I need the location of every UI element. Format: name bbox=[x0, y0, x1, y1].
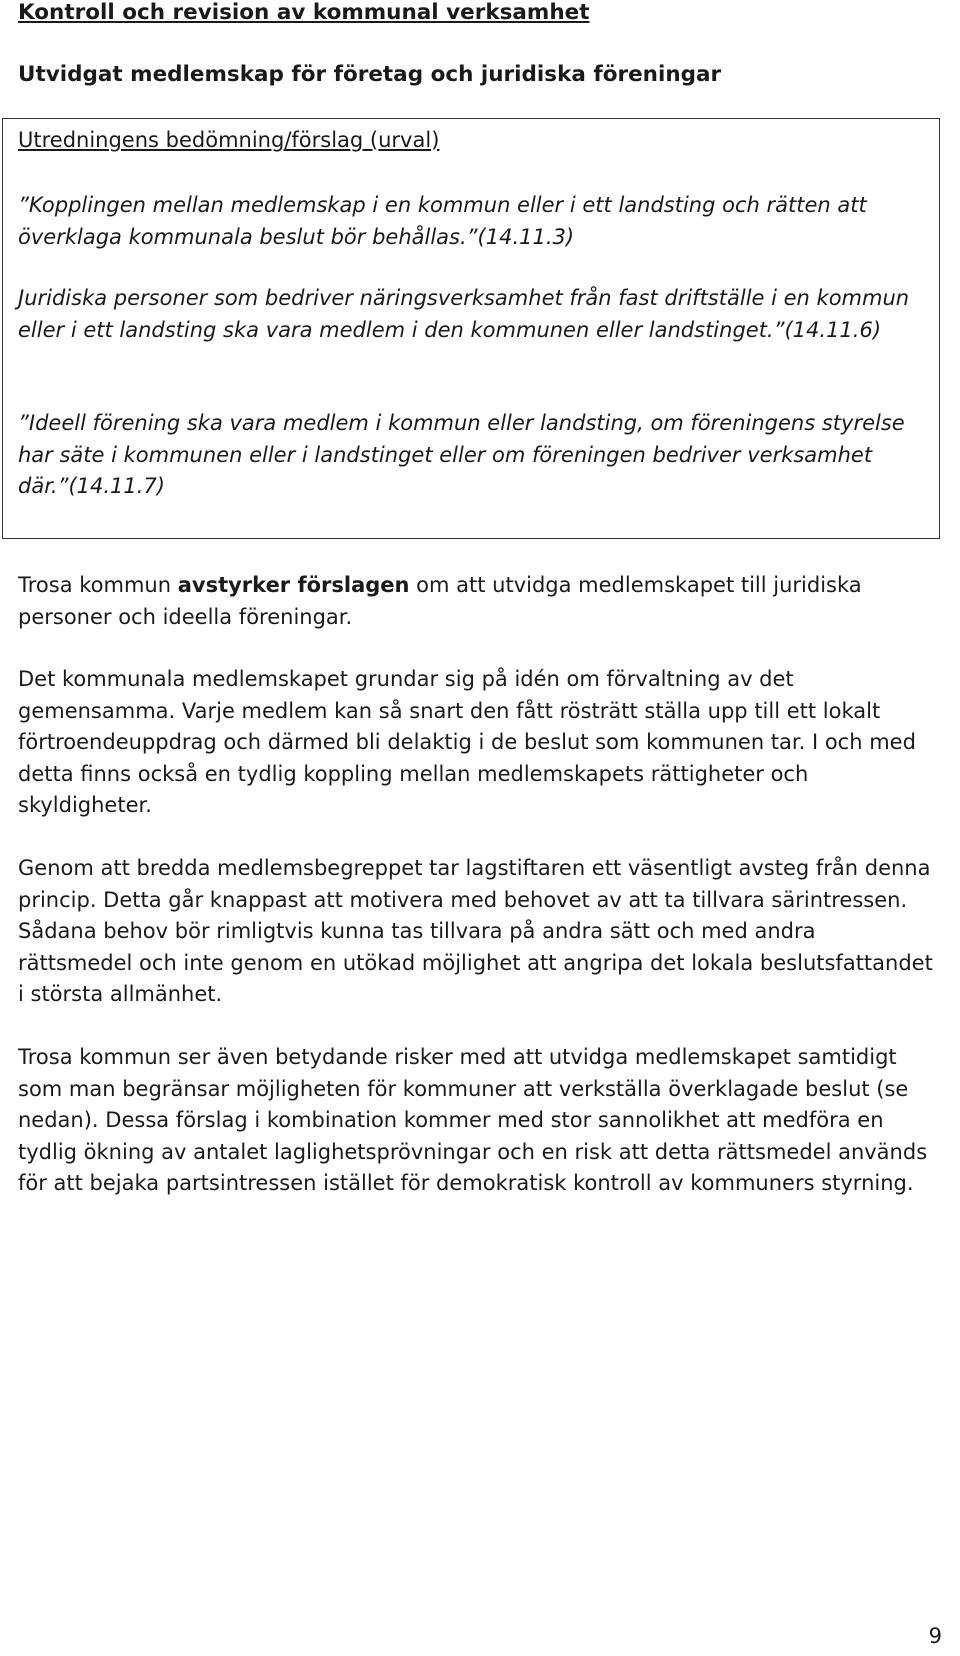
proposal-quote-3: ”Ideell förening ska vara medlem i kommun eller landsting, om föreningens styrelse har säte i kommunen eller i landstinget eller om föreningen bedriver verksamhet där.”(14.11.7) bbox=[18, 411, 905, 498]
section-heading: Kontroll och revision av kommunal verksamhet bbox=[18, 0, 590, 25]
paragraph-risks: Trosa kommun ser även betydande risker med att utvidga medlemskapet samtidigt som man begränsar möjligheten för kommuner att verkställa överklagade beslut (se nedan). Dessa förslag i kombination kommer med stor sannolikhet att medföra en tydlig ökning av antalet laglighetsprövningar och en risk att detta rättsmedel används för att bejaka partsintressen istället för demokratisk kontroll av kommuners styrning. bbox=[18, 1045, 928, 1195]
subsection-heading: Utvidgat medlemskap för företag och juridiska föreningar bbox=[18, 62, 722, 87]
paragraph-principle-deviation: Genom att bredda medlemsbegreppet tar lagstiftaren ett väsentligt avsteg från denna princip. Detta går knappast att motivera med behovet av att ta tillvara särintressen. Sådana behov bör rimligtvis kunna tas tillvara på andra sätt och med andra rättsmedel och inte genom en utökad möjlighet att angripa det lokala beslutsfattandet i största allmänhet. bbox=[18, 856, 933, 1006]
paragraph-position-emphasis: avstyrker förslagen bbox=[177, 573, 410, 597]
paragraph-position-lead: Trosa kommun bbox=[18, 573, 178, 597]
proposal-quote-2: Juridiska personer som bedriver näringsverksamhet från fast driftställe i en kommun eller i ett landsting ska vara medlem i den kommunen eller landstinget.”(14.11.6) bbox=[18, 286, 910, 342]
paragraph-position-rest: om att utvidga medlemskapet till juridiska personer och ideella föreningar. bbox=[18, 573, 862, 629]
proposal-quote-1: ”Kopplingen mellan medlemskap i en kommun eller i ett landsting och rätten att överklaga kommunala beslut bör behållas.”(14.11.3) bbox=[18, 193, 867, 249]
page-number: 9 bbox=[928, 1624, 942, 1648]
proposal-box-title: Utredningens bedömning/förslag (urval) bbox=[18, 128, 440, 152]
paragraph-membership-basis: Det kommunala medlemskapet grundar sig på idén om förvaltning av det gemensamma. Varje medlem kan så snart den fått rösträtt ställa upp till ett lokalt förtroendeuppdrag och därmed bli delaktig i de beslut som kommunen tar. I och med detta finns också en tydlig koppling mellan medlemskapets rättigheter och skyldigheter. bbox=[18, 667, 916, 817]
paragraph-position bbox=[18, 570, 936, 633]
